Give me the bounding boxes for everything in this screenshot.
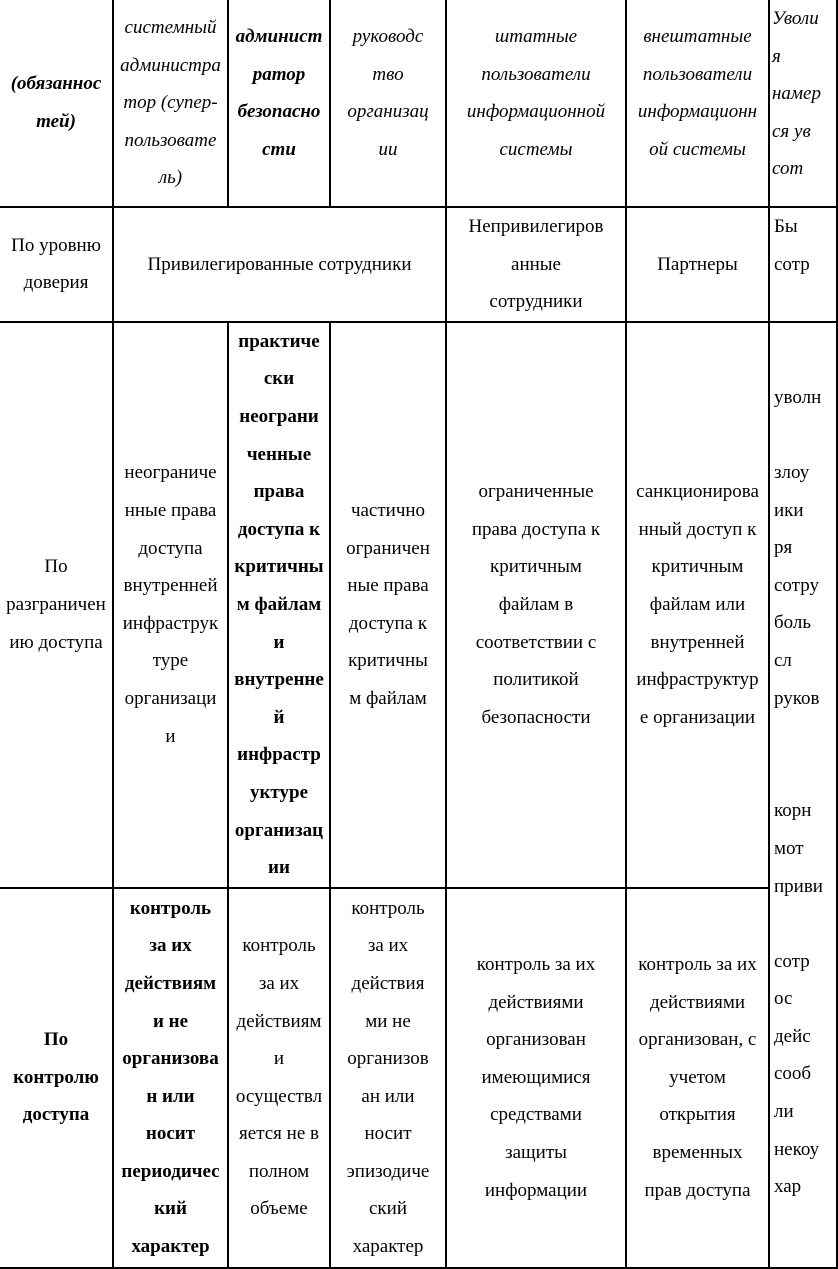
text-line: неограниче (124, 462, 217, 484)
text-line: пользовате (124, 129, 217, 151)
text-line: (обязаннос (10, 73, 102, 95)
control-freelance-cell (626, 888, 769, 1268)
text-line: организаци (124, 687, 217, 709)
text-line: соответствии с (475, 631, 597, 653)
header-freelance-cell (626, 0, 769, 207)
text-line: ные права (347, 575, 429, 597)
text-line: действиям (124, 972, 217, 994)
text-line: ии (378, 138, 398, 160)
header-sysadmin-text (114, 9, 227, 197)
text-line: средствами (490, 1104, 582, 1126)
control-staff-cell (446, 888, 626, 1268)
trust-row (0, 207, 837, 322)
text-line: информационн (637, 101, 758, 123)
text-line: ли (774, 1101, 794, 1123)
nonprivileged-text (447, 208, 625, 321)
text-line: ос (774, 988, 793, 1010)
text-line: права (253, 481, 305, 503)
text-line: ию доступа (9, 631, 103, 653)
text-line: злоу (774, 461, 810, 483)
text-line: Непривилегиров (468, 216, 604, 237)
nonprivileged-cell (446, 207, 626, 322)
text-line: сотр (774, 253, 810, 275)
text-line: пользователи (481, 63, 591, 85)
text-line: ии (268, 857, 290, 879)
text-line: характер (131, 1236, 210, 1258)
text-line: По (43, 1029, 69, 1051)
dismissed-merged-cell (769, 322, 837, 1268)
control-freelance-text (627, 946, 768, 1209)
text-line: инфрастр (237, 744, 321, 766)
control-sysadmin-cell (113, 888, 228, 1268)
partners-cell (626, 207, 769, 322)
text-line: кий (154, 1198, 187, 1220)
text-line: й (273, 706, 285, 728)
dismissed-merged-text (774, 379, 836, 1206)
header-secadmin-text (229, 18, 329, 168)
access-staff-text (447, 473, 625, 736)
control-label-text (0, 1021, 112, 1134)
text-line: руков (774, 687, 820, 709)
control-management-text (331, 890, 445, 1266)
text-line: и (273, 631, 285, 653)
text-line: ики (774, 499, 804, 521)
header-duties-text (0, 65, 112, 140)
text-line: ограничен (346, 537, 430, 559)
trust-label-cell (0, 207, 113, 322)
text-line: организац (347, 101, 429, 123)
text-line: контроль (351, 897, 425, 919)
text-line: носит (145, 1123, 196, 1145)
text-line: объеме (250, 1198, 308, 1220)
header-secadmin-cell (228, 0, 330, 207)
text-line: безопасно (237, 101, 321, 123)
text-line: информационной (466, 101, 606, 123)
control-secadmin-text (229, 927, 329, 1228)
control-row (0, 888, 837, 1268)
text-line: яется не в (239, 1123, 319, 1145)
text-line: сот (772, 158, 804, 180)
text-line: дейс (774, 1025, 811, 1047)
text-line: ся ув (772, 120, 811, 142)
text-line: корн (774, 800, 812, 822)
text-line: неограни (239, 405, 319, 427)
text-line: сотр (774, 950, 810, 972)
text-line: внутренней (650, 631, 745, 653)
text-line: доверия (23, 272, 89, 294)
text-line (774, 416, 836, 454)
control-sysadmin-text (114, 890, 227, 1266)
text-line: инфраструктур (636, 669, 759, 691)
control-staff-text (447, 946, 625, 1209)
text-line: системы (499, 138, 573, 160)
text-line: По (44, 556, 68, 578)
control-label-cell (0, 888, 113, 1268)
text-line: сти (262, 138, 296, 160)
text-line: туре (152, 650, 189, 672)
text-line: информации (484, 1179, 588, 1201)
access-label-text (0, 548, 112, 661)
access-management-cell (330, 322, 446, 888)
header-management-cell (330, 0, 446, 207)
text-line: ой системы (649, 138, 746, 160)
text-line: носит (364, 1123, 412, 1145)
text-line: разграничен (6, 593, 106, 615)
text-line (774, 717, 836, 755)
text-line: защиты (505, 1142, 567, 1164)
text-line: и (273, 1048, 285, 1070)
text-line: тво (372, 63, 404, 85)
text-line: организован (486, 1029, 586, 1051)
header-duties-cell (0, 0, 113, 207)
text-line: сл (774, 649, 792, 671)
text-line: санкционирова (636, 481, 759, 503)
text-line: периодичес (121, 1160, 220, 1182)
text-line: админист (235, 26, 323, 47)
control-management-cell (330, 888, 446, 1268)
text-line: По уровню (11, 234, 101, 256)
text-line: администра (120, 54, 221, 76)
text-line: файлам или (649, 593, 746, 615)
privileged-cell (113, 207, 446, 322)
text-line: системный (124, 17, 217, 39)
former-text (774, 208, 836, 283)
text-line: действиям (236, 1010, 322, 1032)
text-line: ски (263, 368, 295, 390)
access-sysadmin-text (114, 454, 227, 755)
access-row (0, 322, 837, 888)
text-line: тей) (36, 111, 76, 132)
text-line: приви (774, 875, 823, 897)
text-line: имеющимися (481, 1066, 591, 1088)
text-line: нные права (124, 499, 217, 521)
header-freelance-text (627, 18, 768, 168)
text-line: действия (351, 972, 425, 994)
text-line: и не (152, 1010, 189, 1032)
text-line: частично (350, 499, 426, 521)
text-line: внутренне (234, 669, 324, 691)
text-line: штатные (494, 26, 578, 47)
text-line: доступа к (237, 518, 321, 540)
text-line: хар (774, 1176, 802, 1198)
text-line: организова (122, 1048, 219, 1070)
text-line: доступа к (348, 612, 428, 634)
text-line: м файлам (236, 593, 322, 615)
text-line: критичны (234, 556, 324, 578)
text-line: сооб (774, 1063, 812, 1085)
text-line: учетом (669, 1066, 726, 1088)
text-line: полном (248, 1160, 310, 1182)
text-line: ченные (246, 443, 312, 465)
text-line: действиями (488, 991, 584, 1013)
text-line: и (165, 725, 176, 747)
text-line: уволн (774, 386, 822, 408)
text-line: Уволи (772, 8, 819, 29)
control-secadmin-cell (228, 888, 330, 1268)
text-line: контроль за их (638, 954, 757, 976)
text-line: открытия (659, 1104, 736, 1126)
access-staff-cell (446, 322, 626, 888)
text-line: ратор (252, 63, 306, 85)
text-line: эпизодиче (346, 1160, 430, 1182)
text-line: права доступа к (471, 518, 601, 540)
text-line: организован, с (638, 1029, 757, 1051)
text-line: сотрудники (489, 291, 583, 313)
text-line: характер (352, 1236, 424, 1258)
text-line: организац (234, 819, 324, 841)
text-line: временных (652, 1142, 743, 1164)
text-line: н или (146, 1085, 195, 1107)
text-line: осуществл (235, 1085, 323, 1107)
access-secadmin-cell (228, 322, 330, 888)
access-freelance-text (627, 473, 768, 736)
text-line: некоу (774, 1138, 820, 1160)
text-line: нный доступ к (638, 518, 757, 540)
text-line: критичным (490, 556, 582, 578)
access-secadmin-text (229, 323, 329, 887)
text-line: контроль (129, 897, 212, 919)
text-line: доступа (22, 1104, 90, 1126)
header-sysadmin-cell (113, 0, 228, 207)
access-management-text (331, 492, 445, 718)
text-line: ограниченные (478, 481, 594, 503)
text-line: критичным (651, 556, 744, 578)
text-line: боль (774, 612, 812, 634)
text-line: контроль (242, 935, 316, 957)
text-line: внутренней (123, 575, 218, 597)
text-line: намер (772, 83, 821, 105)
partners-text: Партнеры (657, 253, 738, 275)
text-line (774, 755, 836, 793)
text-line: действиями (649, 991, 746, 1013)
text-line: за их (367, 935, 409, 957)
text-line: политикой (493, 669, 579, 691)
header-dismissed-cell (769, 0, 837, 207)
text-line: м файлам (349, 687, 427, 709)
text-line: файлам в (498, 593, 574, 615)
header-staff-text (447, 18, 625, 168)
former-cell (769, 207, 837, 322)
header-row (0, 0, 837, 207)
text-line: доступа (138, 537, 203, 559)
text-line: ря (774, 537, 793, 559)
text-line: контролю (13, 1066, 99, 1088)
access-sysadmin-cell (113, 322, 228, 888)
text-line: ан или (361, 1085, 415, 1107)
text-line: инфраструк (122, 612, 219, 634)
text-line: ми не (365, 1010, 411, 1032)
text-line (774, 905, 836, 943)
header-management-text (331, 18, 445, 168)
text-line: руководс (352, 26, 424, 47)
text-line: ский (369, 1198, 407, 1220)
text-line: Бы (774, 216, 798, 237)
access-label-cell (0, 322, 113, 888)
trust-label-text (0, 227, 112, 302)
text-line: за их (258, 972, 300, 994)
text-line: внештатные (643, 26, 752, 47)
text-line: мот (774, 837, 804, 859)
text-line: безопасности (481, 706, 591, 728)
text-line: контроль за их (476, 954, 596, 976)
text-line: пользователи (642, 63, 753, 85)
text-line: уктуре (249, 781, 309, 803)
text-line: сотру (774, 574, 819, 596)
text-line: тор (супер- (123, 92, 218, 114)
text-line: за их (149, 935, 192, 957)
text-line: практиче (238, 330, 320, 352)
text-line: ль) (158, 167, 183, 189)
header-staff-cell (446, 0, 626, 207)
access-freelance-cell (626, 322, 769, 888)
text-line: е организации (639, 706, 756, 728)
text-line: организов (347, 1048, 429, 1070)
text-line: анные (511, 253, 561, 275)
text-line: критичны (348, 650, 428, 672)
text-line: я (772, 45, 781, 67)
header-dismissed-text (772, 0, 836, 188)
text-line: прав доступа (644, 1179, 751, 1201)
privileged-text: Привилегированные сотрудники (147, 253, 412, 275)
